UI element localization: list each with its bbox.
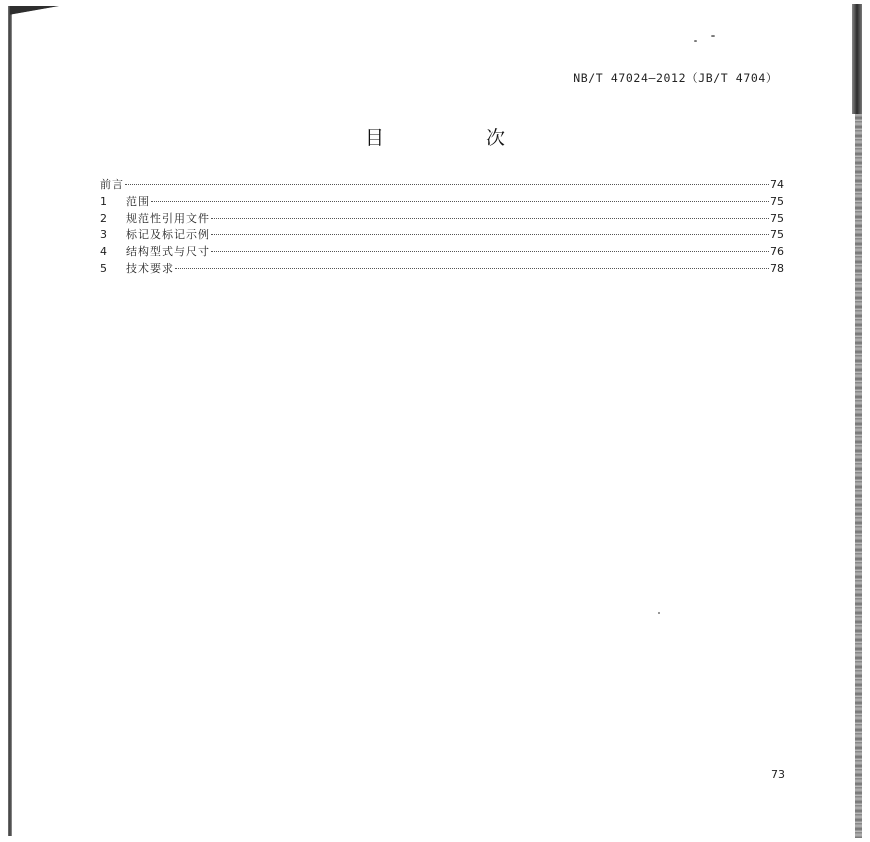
- toc-entry-page: 75: [770, 228, 784, 242]
- toc-entry-page: 76: [770, 245, 784, 259]
- toc-title: 目 次: [364, 127, 554, 149]
- toc-entry-label: 结构型式与尺寸: [126, 245, 210, 259]
- toc-leader: [151, 201, 769, 202]
- toc-leader: [175, 268, 769, 269]
- toc-entry-label: 规范性引用文件: [126, 211, 210, 225]
- toc-leader: [211, 218, 769, 219]
- toc-entry[interactable]: [100, 244, 784, 261]
- toc-leader: [211, 251, 769, 252]
- toc-entry-page: 75: [770, 211, 784, 225]
- table-of-contents: [100, 177, 784, 278]
- toc-entry[interactable]: [100, 261, 784, 278]
- toc-entry[interactable]: [100, 211, 784, 228]
- toc-leader: [211, 234, 769, 235]
- toc-entry[interactable]: [100, 227, 784, 244]
- toc-entry-number: 3: [100, 228, 107, 242]
- toc-entry-label: 技术要求: [126, 261, 174, 275]
- toc-entry-number: 2: [100, 211, 107, 225]
- toc-entry-page: 75: [770, 194, 784, 208]
- scan-speck: [711, 35, 715, 37]
- toc-entry[interactable]: [100, 177, 784, 194]
- toc-entry-number: 1: [100, 194, 107, 208]
- toc-entry-number: 4: [100, 245, 107, 259]
- toc-entry-page: 78: [770, 261, 784, 275]
- page-number: 73: [771, 768, 785, 781]
- scan-corner-shadow: [10, 6, 62, 18]
- toc-entry[interactable]: [100, 194, 784, 211]
- toc-entry-number: 5: [100, 261, 107, 275]
- scan-speck: [658, 612, 660, 614]
- toc-entry-label: 前言: [100, 178, 124, 191]
- scan-edge-right-top: [852, 4, 862, 114]
- toc-entry-page: 74: [770, 178, 784, 191]
- toc-entry-label: 范围: [126, 194, 150, 208]
- scan-speck: [694, 40, 697, 42]
- standard-number: NB/T 47024—2012（JB/T 4704）: [573, 71, 778, 85]
- toc-entry-label: 标记及标记示例: [126, 228, 210, 242]
- toc-leader: [125, 184, 769, 185]
